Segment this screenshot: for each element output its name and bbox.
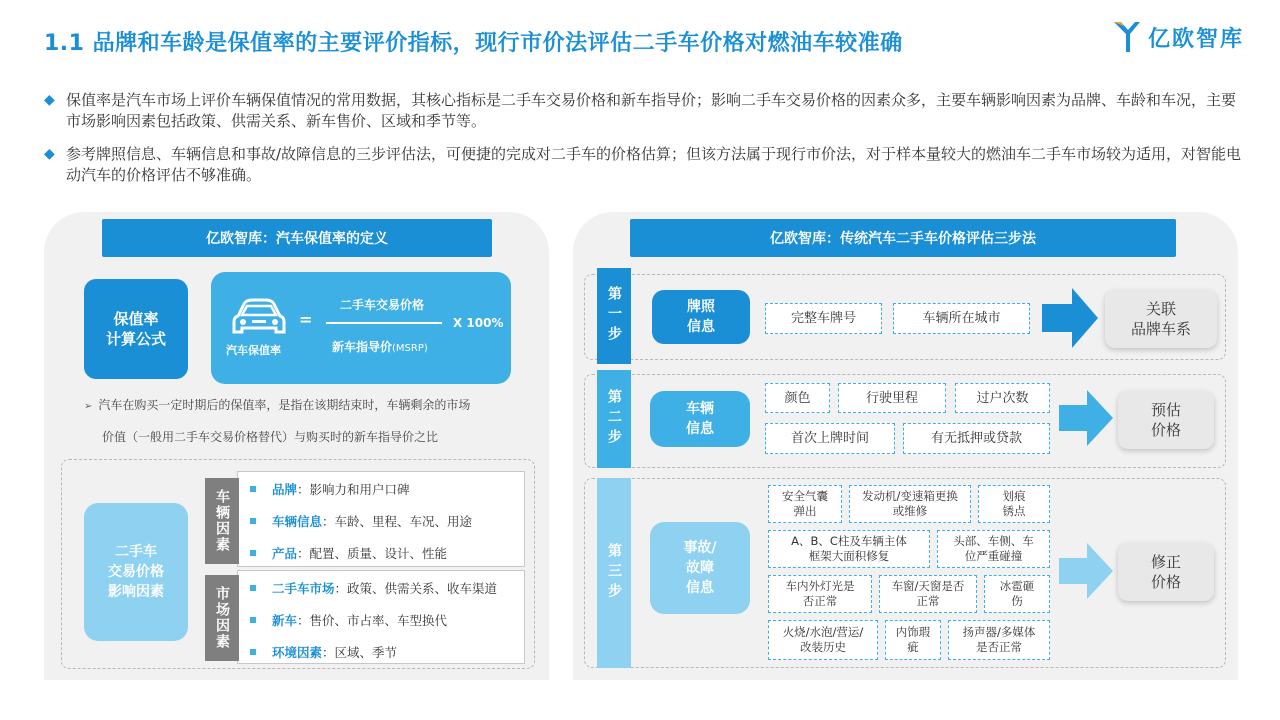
bullet-list: [44, 90, 1244, 198]
formula-numerator: 二手车交易价格: [340, 298, 425, 312]
factor-value: ：配置、质量、设计、性能: [297, 546, 448, 561]
step2-result: 预估 价格: [1118, 391, 1214, 449]
diamond-icon: ◆: [44, 146, 55, 162]
car-label: 汽车保值率: [226, 344, 281, 357]
step1-chip: 完整车牌号: [765, 303, 882, 334]
step3-chip: 内饰瑕 疵: [885, 620, 941, 660]
factor-key: 新车: [272, 613, 298, 628]
step2-chip: 有无抵押或贷款: [903, 423, 1050, 454]
equals-sign: =: [299, 310, 313, 329]
vehicle-factors-list: [237, 471, 525, 567]
square-bullet-icon: [250, 617, 256, 623]
factor-item: [250, 512, 472, 530]
factor-key: 车辆信息: [272, 514, 323, 529]
step3-chip: 头部、车侧、车 位严重碰撞: [937, 530, 1050, 568]
step3-chip: A、B、C柱及车辆主体 框架大面积修复: [768, 530, 930, 568]
factor-key: 环境因素: [272, 645, 323, 660]
step3-chip: 冰雹砸 伤: [984, 575, 1050, 613]
step3-chip: 发动机/变速箱更换 或维修: [849, 485, 971, 523]
denominator-text: 新车指导价: [332, 340, 393, 354]
factor-item: [250, 643, 397, 661]
step1-chip: 车辆所在城市: [893, 303, 1030, 334]
bullet-text: 参考牌照信息、车辆信息和事故/故障信息的三步评估法，可便捷的完成对二手车的价格估算；但该方法属于现行市价法，对于样本量较大的燃油车二手车市场较为适用，对智能电动汽车的价格评估不够准确。: [66, 145, 1242, 184]
car-icon: [230, 296, 288, 338]
step3-chip: 划痕 锈点: [978, 485, 1050, 523]
arrow-right-icon: [1059, 543, 1113, 599]
step1-result: 关联 品牌车系: [1105, 290, 1217, 348]
square-bullet-icon: [250, 550, 256, 556]
note-text: 汽车在购买一定时期后的保值率，是指在该期结束时，车辆剩余的市场: [98, 398, 471, 412]
factor-value: ：影响力和用户口碑: [297, 482, 410, 497]
arrow-right-icon: ➢: [84, 401, 93, 412]
bullet-item: [44, 90, 1244, 132]
square-bullet-icon: [250, 486, 256, 492]
step2-label: 第二步: [597, 370, 631, 468]
square-bullet-icon: [250, 518, 256, 524]
denominator-suffix: (MSRP): [392, 343, 428, 354]
square-bullet-icon: [250, 649, 256, 655]
factor-value: ：政策、供需关系、收车渠道: [334, 581, 498, 596]
step3-chip: 车窗/天窗是否 正常: [879, 575, 977, 613]
page-title: 1.1 品牌和车龄是保值率的主要评价指标，现行市价法评估二手车价格对燃油车较准确: [44, 31, 903, 56]
step2-chip: 首次上牌时间: [765, 423, 895, 454]
factor-key: 二手车市场: [272, 581, 335, 596]
fraction-line: [326, 322, 442, 324]
logo: [1112, 20, 1244, 54]
factor-key: 产品: [272, 546, 298, 561]
step3-chip: 车内外灯光是 否正常: [768, 575, 872, 613]
step3-chip: 扬声器/多媒体 是否正常: [948, 620, 1050, 660]
factor-value: ：车龄、里程、车况、用途: [322, 514, 473, 529]
formula-multiplier: X 100%: [453, 316, 504, 330]
factor-item: [250, 611, 447, 629]
market-factors-label: 市场因素: [205, 575, 239, 661]
factor-item: [250, 480, 410, 498]
factors-label: 二手车 交易价格 影响因素: [84, 503, 188, 641]
step3-result: 修正 价格: [1118, 543, 1214, 601]
market-factors-list: [237, 570, 525, 664]
factor-key: 品牌: [272, 482, 298, 497]
step1-label: 第一步: [597, 268, 631, 364]
step3-category: 事故/ 故障 信息: [650, 522, 750, 614]
definition-panel-header: 亿欧智库：汽车保值率的定义: [102, 219, 492, 257]
arrow-right-icon: [1042, 288, 1098, 348]
arrow-right-icon: [1059, 390, 1113, 446]
step3-chip: 安全气囊 弹出: [768, 485, 842, 523]
definition-note-line2: 价值（一般用二手车交易价格替代）与购买时的新车指导价之比: [102, 430, 439, 444]
bullet-text: 保值率是汽车市场上评价车辆保值情况的常用数据，其核心指标是二手车交易价格和新车指导价；影响二手车交易价格的因素众多，主要车辆影响因素为品牌、车龄和车况，主要市场影响因素包括政策、供需关系、新车售价、区域和季节等。: [66, 91, 1237, 130]
vehicle-factors-label: 车辆因素: [205, 478, 239, 564]
bullet-item: [44, 144, 1244, 186]
step2-category: 车辆 信息: [650, 391, 750, 447]
definition-note-line1: [84, 396, 470, 413]
factor-value: ：售价、市占率、车型换代: [297, 613, 448, 628]
factor-value: ：区域、季节: [322, 645, 398, 660]
factor-item: [250, 544, 447, 562]
formula-denominator: [332, 338, 428, 355]
formula-label: 保值率 计算公式: [84, 279, 188, 379]
step1-category: 牌照 信息: [652, 290, 750, 344]
step3-chip: 火烧/水泡/营运/ 改装历史: [768, 620, 878, 660]
step2-chip: 过户次数: [955, 383, 1050, 413]
step2-chip: 颜色: [765, 383, 830, 413]
factor-item: [250, 579, 497, 597]
square-bullet-icon: [250, 585, 256, 591]
step2-chip: 行驶里程: [838, 383, 946, 413]
evaluation-panel-header: 亿欧智库：传统汽车二手车价格评估三步法: [630, 219, 1176, 257]
yiou-logo-icon: [1112, 20, 1142, 54]
logo-text: 亿欧智库: [1147, 26, 1244, 52]
diamond-icon: ◆: [44, 92, 55, 108]
step3-label: 第三步: [597, 478, 631, 668]
